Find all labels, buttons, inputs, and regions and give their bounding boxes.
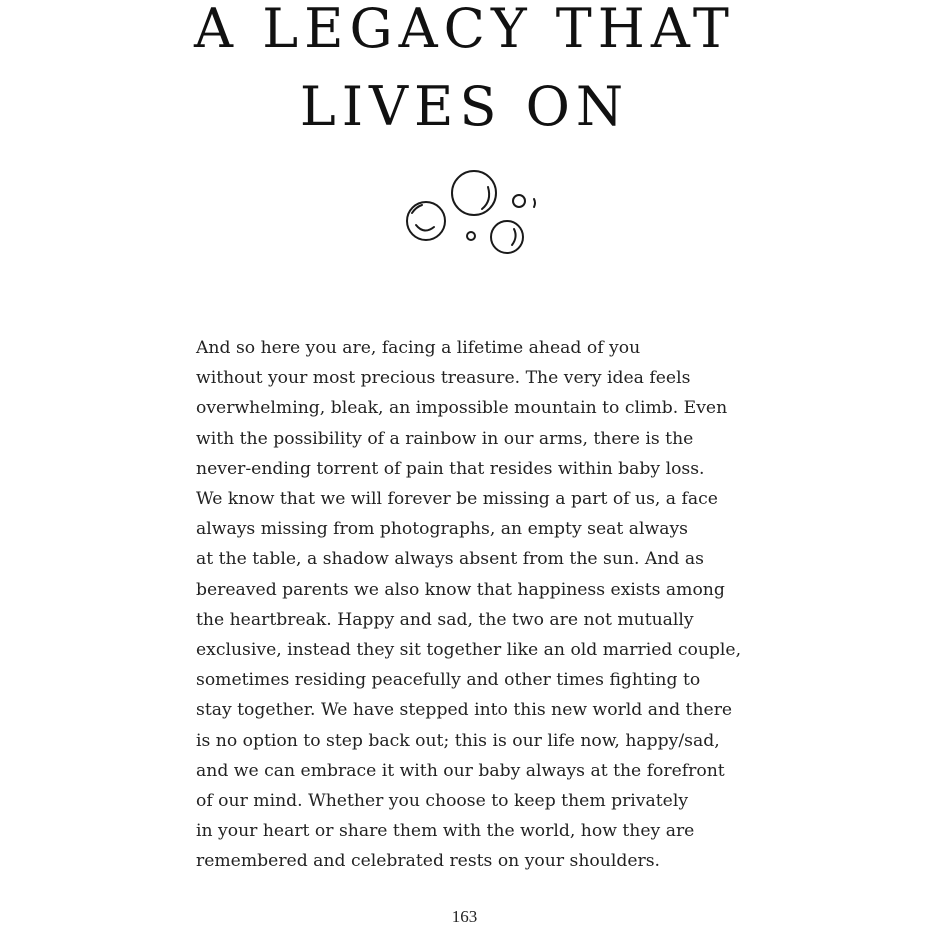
paragraph-line: overwhelming, bleak, an impossible mountain to climb. Even	[196, 398, 728, 419]
paragraph-line: We know that we will forever be missing a part of us, a face	[196, 489, 718, 510]
chapter-title	[0, 0, 929, 146]
paragraph-line: exclusive, instead they sit together like an old married couple,	[196, 640, 742, 661]
page-number: 163	[451, 907, 478, 926]
paragraph-line: remembered and celebrated rests on your shoulders.	[196, 851, 661, 872]
paragraph-line: at the table, a shadow always absent from the sun. And as	[196, 549, 704, 570]
paragraph-line: is no option to step back out; this is our life now, happy/sad,	[196, 730, 720, 751]
paragraph-line: stay together. We have stepped into this new world and there	[196, 700, 733, 721]
paragraph-line: of our mind. Whether you choose to keep them privately	[196, 791, 689, 812]
paragraph-line: always missing from photographs, an empty seat always	[196, 519, 688, 540]
chapter-title-line-2: LIVES ON	[299, 75, 630, 138]
paragraph-line: the heartbreak. Happy and sad, the two are not mutually	[196, 609, 694, 630]
paragraph-line: And so here you are, facing a lifetime ahead of you	[196, 338, 641, 358]
paragraph-line: bereaved parents we also know that happiness exists among	[196, 579, 725, 600]
paragraph-line: in your heart or share them with the world, how they are	[196, 821, 695, 842]
body-paragraph	[196, 333, 756, 877]
paragraph-line: without your most precious treasure. The very idea feels	[196, 368, 691, 389]
bubbles-icon	[400, 165, 550, 260]
chapter-title-line-1: A LEGACY THAT	[194, 0, 735, 60]
paragraph-line: and we can embrace it with our baby always at the forefront	[196, 760, 725, 781]
paragraph-line: never-ending torrent of pain that resides within baby loss.	[196, 458, 705, 479]
paragraph-line: sometimes residing peacefully and other times fighting to	[196, 670, 701, 691]
paragraph-line: with the possibility of a rainbow in our arms, there is the	[196, 428, 694, 449]
